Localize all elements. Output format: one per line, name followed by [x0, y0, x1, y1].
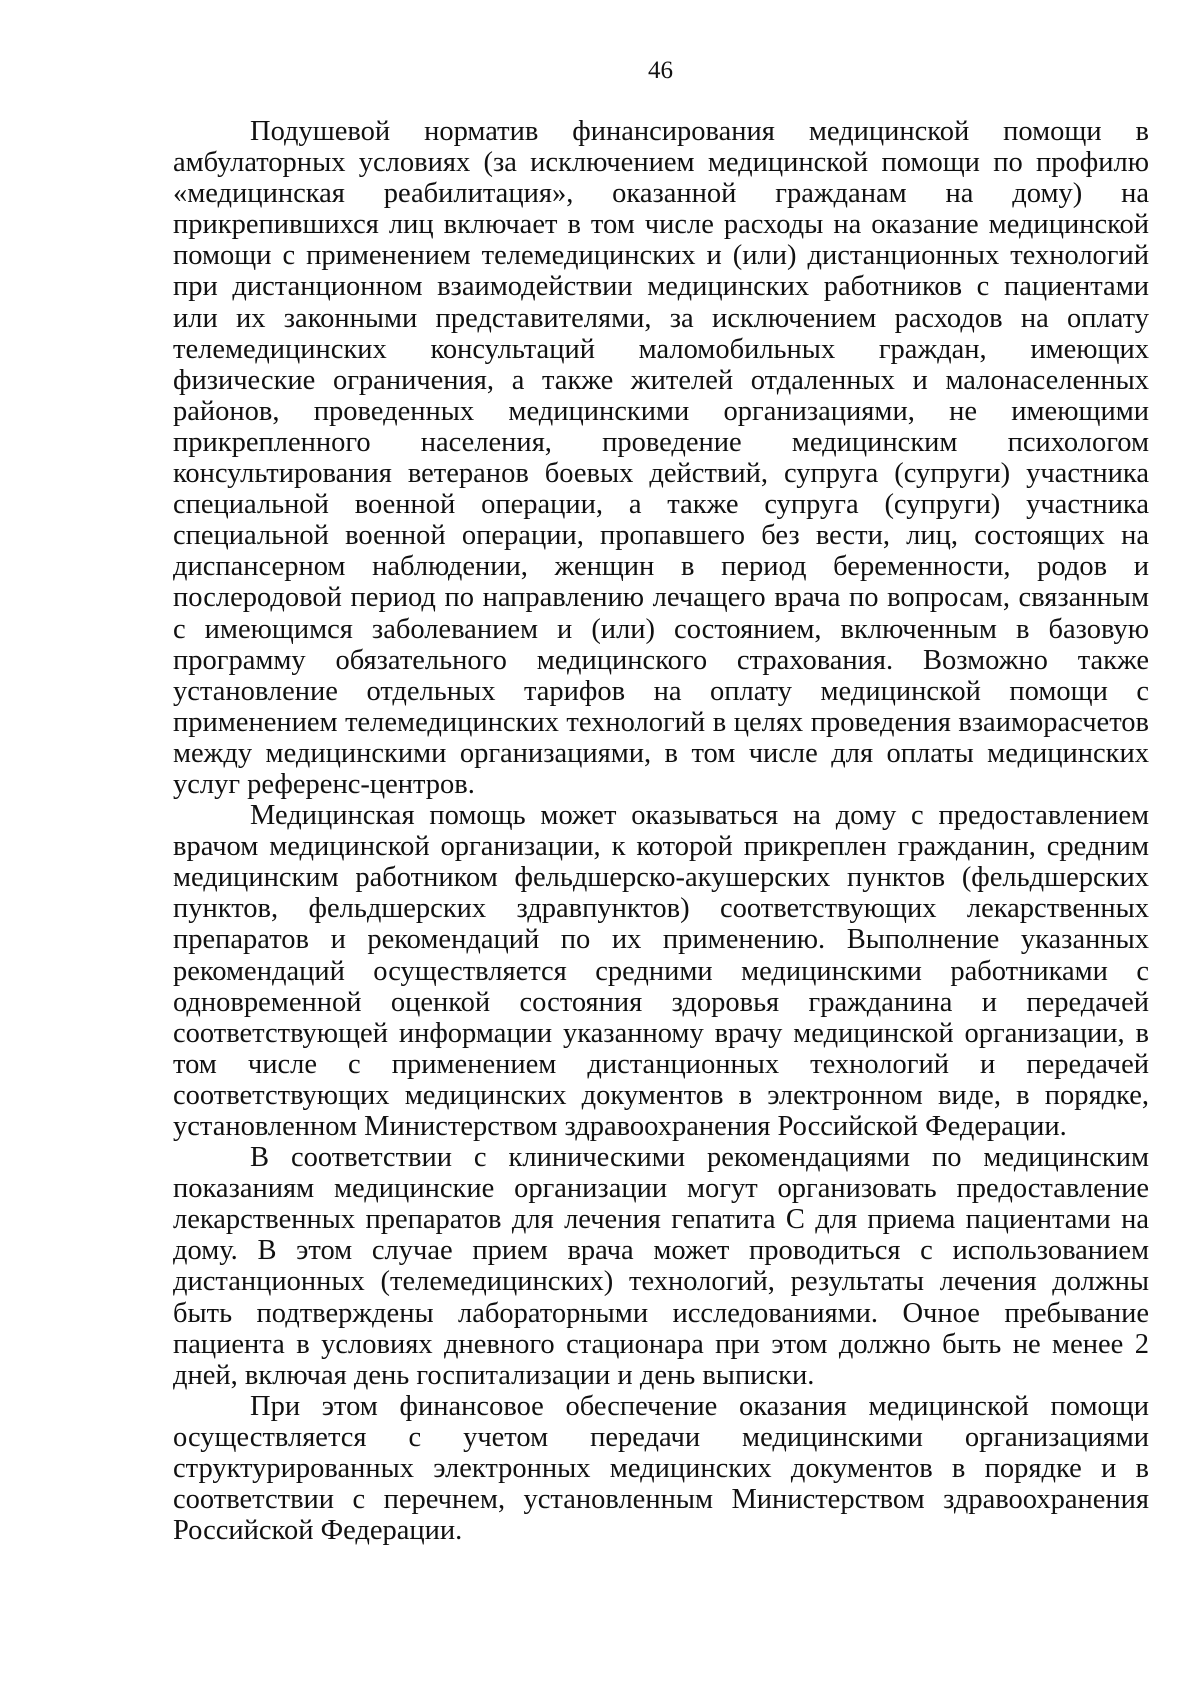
- paragraph-hepatitis-c: В соответствии с клиническими рекомендациями по медицинским показаниям медицинские организации могут организовать предоставление лекарственных препаратов для лечения гепатита С для приема пациентами на дому. В этом случае прием врача может проводиться с использованием дистанционных (телемедицинских) технологий, результаты лечения должны быть подтверждены лабораторными исследованиями. Очное пребывание пациента в условиях дневного стационара при этом должно быть не менее 2 дней, включая день госпитализации и день выписки.: [173, 1142, 1149, 1391]
- paragraph-home-care: Медицинская помощь может оказываться на дому с предоставлением врачом медицинской организации, к которой прикреплен гражданин, средним медицинским работником фельдшерско-акушерских пунктов (фельдшерских пунктов, фельдшерских здравпунктов) соответствующих лекарственных препаратов и рекомендаций по их применению. Выполнение указанных рекомендаций осуществляется средними медицинскими работниками с одновременной оценкой состояния здоровья гражданина и передачей соответствующей информации указанному врачу медицинской организации, в том числе с применением дистанционных технологий и передачей соответствующих медицинских документов в электронном виде, в порядке, установленном Министерством здравоохранения Российской Федерации.: [173, 800, 1149, 1142]
- paragraph-financial-support: При этом финансовое обеспечение оказания медицинской помощи осуществляется с учетом передачи медицинскими организациями структурированных электронных медицинских документов в порядке и в соответствии с перечнем, установленным Министерством здравоохранения Российской Федерации.: [173, 1390, 1149, 1547]
- page-number: 46: [648, 57, 673, 84]
- body-text: [173, 116, 1149, 1546]
- paragraph-telemedicine-financing: Подушевой норматив финансирования медицинской помощи в амбулаторных условиях (за исключением медицинской помощи по профилю «медицинская реабилитация», оказанной гражданам на дому) на прикрепившихся лиц включает в том числе расходы на оказание медицинской помощи с применением телемедицинских и (или) дистанционных технологий при дистанционном взаимодействии медицинских работников с пациентами или их законными представителями, за исключением расходов на оплату телемедицинских консультаций маломобильных граждан, имеющих физические ограничения, а также жителей отдаленных и малонаселенных районов, проведенных медицинскими организациями, не имеющими прикрепленного населения, проведение медицинским психологом консультирования ветеранов боевых действий, супруга (супруги) участника специальной военной операции, а также супруга (супруги) участника специальной военной операции, пропавшего без вести, лиц, состоящих на диспансерном наблюдении, женщин в период беременности, родов и послеродовой период по направлению лечащего врача по вопросам, связанным с имеющимся заболеванием и (или) состоянием, включенным в базовую программу обязательного медицинского страхования. Возможно также установление отдельных тарифов на оплату медицинской помощи с применением телемедицинских технологий в целях проведения взаиморасчетов между медицинскими организациями, в том числе для оплаты медицинских услуг референс-центров.: [173, 116, 1149, 800]
